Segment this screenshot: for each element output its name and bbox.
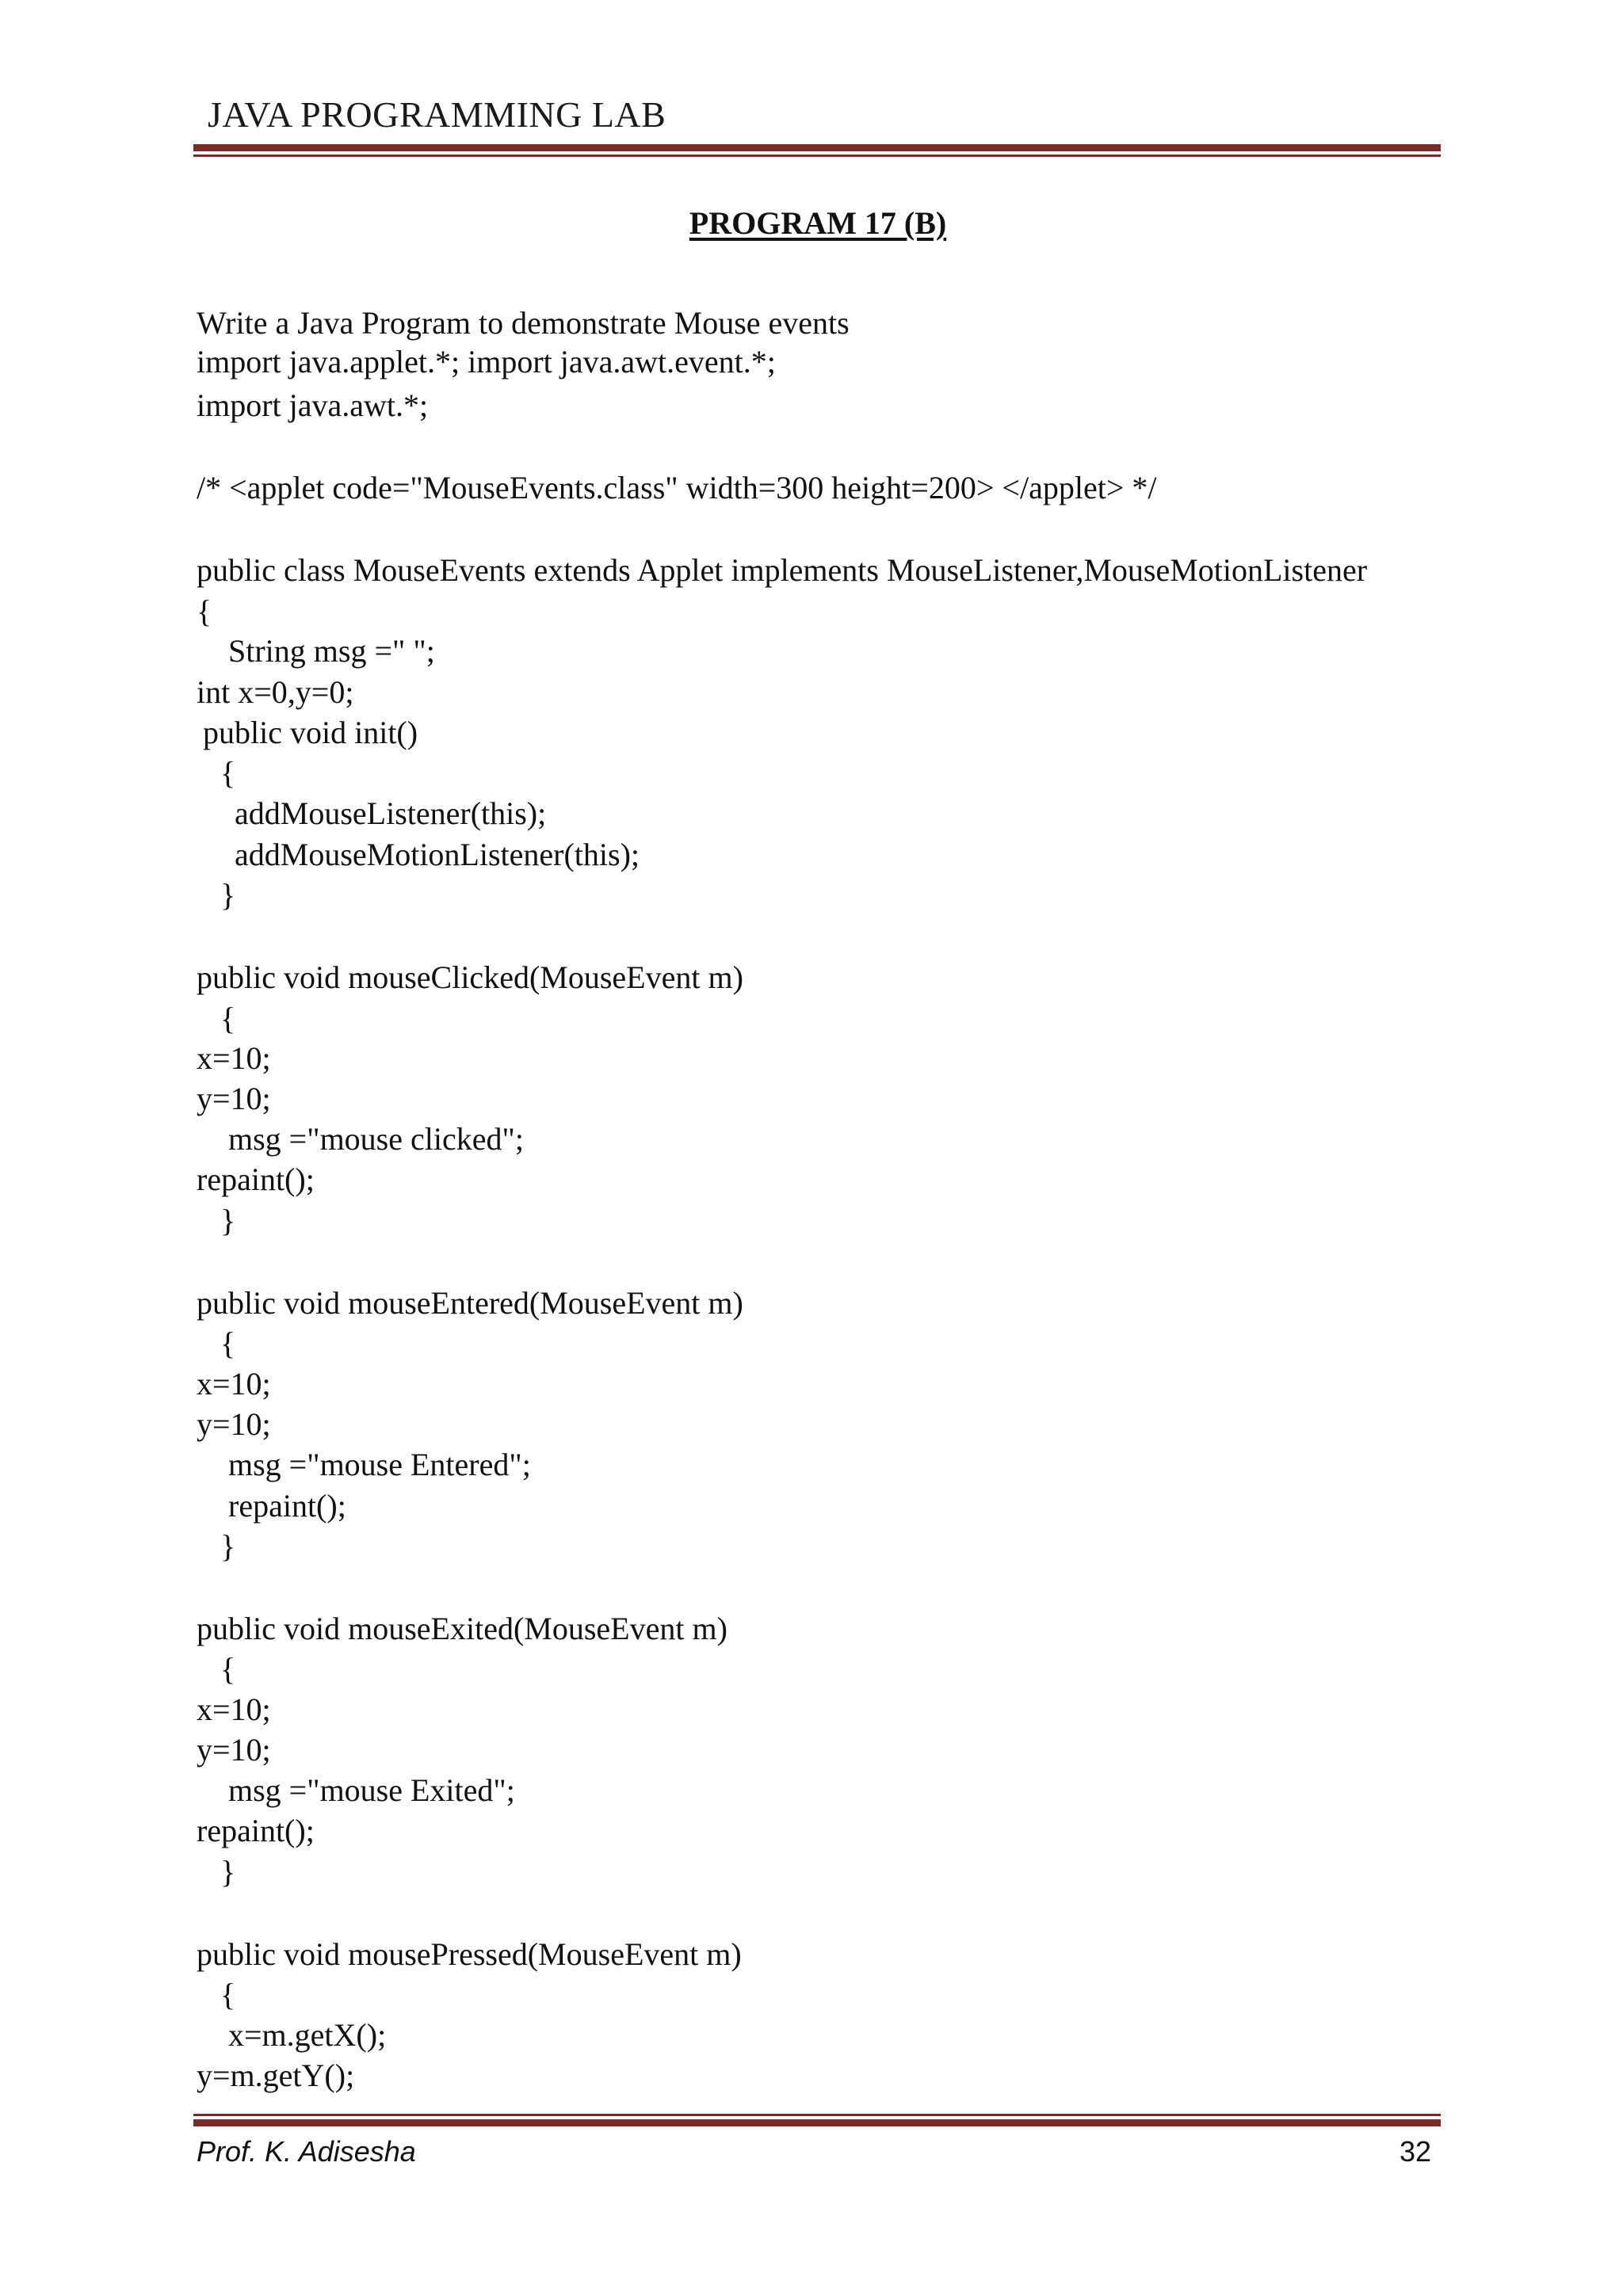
code-line: y=10; [197, 1732, 271, 1768]
code-line: repaint(); [228, 1488, 346, 1524]
code-line: /* <applet code="MouseEvents.class" width=300 height=200> </applet> */ [197, 470, 1157, 505]
code-line: x=10; [197, 1040, 271, 1076]
code-line: { [220, 1651, 236, 1687]
code-line: { [197, 593, 212, 629]
task-description: Write a Java Program to demonstrate Mouse events [197, 305, 850, 341]
code-line: public void init() [203, 715, 418, 750]
code-line: public void mouseEntered(MouseEvent m) [197, 1285, 743, 1321]
code-line: addMouseListener(this); [235, 795, 547, 831]
code-line: msg ="mouse Entered"; [228, 1447, 531, 1482]
code-line: msg ="mouse clicked"; [228, 1121, 524, 1157]
code-line: { [220, 1977, 236, 2012]
code-line: } [220, 1854, 236, 1890]
code-line: x=10; [197, 1366, 271, 1402]
code-line: y=10; [197, 1081, 271, 1116]
page-number: 32 [1399, 2135, 1431, 2168]
code-line: msg ="mouse Exited"; [228, 1772, 515, 1808]
code-line: public void mouseClicked(MouseEvent m) [197, 959, 743, 995]
header-rule-thin [193, 154, 1441, 157]
code-line: } [220, 1203, 236, 1238]
code-line: repaint(); [197, 1161, 315, 1197]
footer-author: Prof. K. Adisesha [197, 2135, 416, 2168]
code-line: import java.awt.*; [197, 387, 429, 423]
code-line: int x=0,y=0; [197, 674, 354, 710]
code-line: { [220, 1001, 236, 1036]
code-line: public class MouseEvents extends Applet implements MouseListener,MouseMotionListener [197, 552, 1368, 588]
footer-rule-thick [193, 2119, 1441, 2126]
code-line: y=m.getY(); [197, 2058, 355, 2093]
code-line: y=10; [197, 1406, 271, 1442]
code-line: x=m.getX(); [228, 2017, 387, 2053]
header-title: JAVA PROGRAMMING LAB [208, 94, 666, 135]
code-line: addMouseMotionListener(this); [235, 837, 640, 872]
program-title: PROGRAM 17 (B) [689, 205, 947, 241]
code-line: } [220, 877, 236, 913]
code-line: public void mouseExited(MouseEvent m) [197, 1611, 727, 1646]
code-line: repaint(); [197, 1813, 315, 1848]
footer-rule-thin [193, 2114, 1441, 2116]
code-line: public void mousePressed(MouseEvent m) [197, 1936, 742, 1972]
code-line: String msg =" "; [228, 633, 435, 669]
code-line: { [220, 755, 236, 791]
code-line: import java.applet.*; import java.awt.event.*; [197, 344, 776, 379]
code-line: { [220, 1325, 236, 1361]
header-rule-thick [193, 144, 1441, 151]
code-line: x=10; [197, 1691, 271, 1727]
code-line: } [220, 1528, 236, 1564]
